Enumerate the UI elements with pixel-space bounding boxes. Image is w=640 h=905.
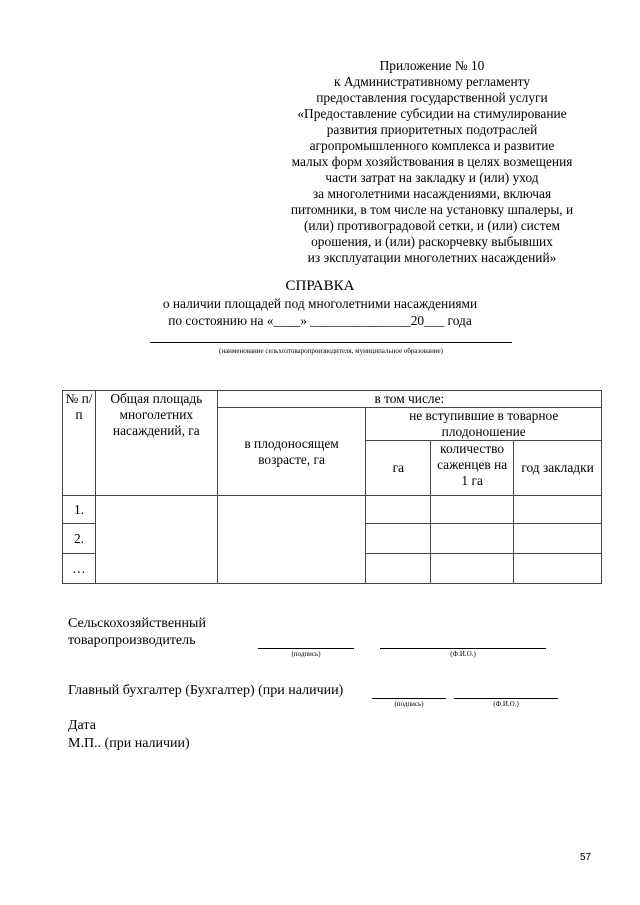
date-label: Дата [68,718,96,733]
document-subtitle: о наличии площадей под многолетними насаждениями [162,296,478,311]
page-number: 57 [580,852,592,863]
producer-label-line2: товаропроизводитель [68,633,196,648]
cell-total-area [95,496,217,584]
row-number: … [63,554,96,584]
date-line: по состоянию на «____» _______________20___ года [168,313,472,328]
header-total-area: Общая площадь многолетних насаждений, га [95,391,217,496]
appendix-line: из эксплуатации многолетних насаждений» [307,250,557,265]
appendix-line: «Предоставление субсидии на стимулирование [297,106,567,121]
appendix-line: к Административному регламенту [333,74,531,89]
appendix-line: части затрат на закладку и (или) уход [325,170,539,185]
accountant-fio-caption: (Ф.И.О.) [493,700,519,708]
appendix-line: Приложение № 10 [379,58,485,73]
table-cell [366,524,431,554]
header-not-fruiting: не вступившие в товарное плодоношение [366,408,602,441]
table-cell [514,496,602,524]
header-seedlings-per-ha: количество саженцев на 1 га [431,441,514,496]
accountant-label: Главный бухгалтер (Бухгалтер) (при наличии) [68,683,344,698]
header-no: № п/п [63,391,96,496]
row-number: 2. [63,524,96,554]
table-cell [431,496,514,524]
producer-name-caption: (наименование сельхозтоваропроизводителя, муниципальное образование) [219,347,443,355]
appendix-line: за многолетними насаждениями, включая [312,186,552,201]
appendix-line: агропромышленного комплекса и развитие [309,138,555,153]
table-cell [431,524,514,554]
row-number: 1. [63,496,96,524]
header-including: в том числе: [217,391,601,408]
appendix-line: предоставления государственной услуги [316,90,548,105]
appendix-line: развития приоритетных подотраслей [326,122,538,137]
producer-name-line [150,342,512,343]
table-cell [366,496,431,524]
document-title: СПРАВКА [285,278,355,294]
appendix-line: питомники, в том числе на установку шпалеры, и [290,202,574,217]
accountant-signature-line [372,698,446,699]
table-cell [431,554,514,584]
table-cell [514,524,602,554]
appendix-line: малых форм хозяйствования в целях возмещения [291,154,573,169]
appendix-block [262,58,602,266]
accountant-fio-line [454,698,558,699]
producer-signature-caption: (подпись) [291,650,321,658]
header-ha: га [366,441,431,496]
producer-signature-line [258,648,354,649]
header-fruiting-age: в плодоносящем возрасте, га [217,408,366,496]
plantings-table [62,390,602,584]
producer-fio-line [380,648,546,649]
producer-label-line1: Сельскохозяйственный [68,616,206,631]
stamp-label: М.П.. (при наличии) [68,736,190,751]
producer-fio-caption: (Ф.И.О.) [450,650,476,658]
header-planting-year: год закладки [514,441,602,496]
appendix-line: орошения, и (или) раскорчевку выбывших [311,234,553,249]
accountant-signature-caption: (подпись) [394,700,424,708]
appendix-line: (или) противоградовой сетки, и (или) систем [303,218,561,233]
table-cell [366,554,431,584]
cell-fruiting-age [217,496,366,584]
table-cell [514,554,602,584]
